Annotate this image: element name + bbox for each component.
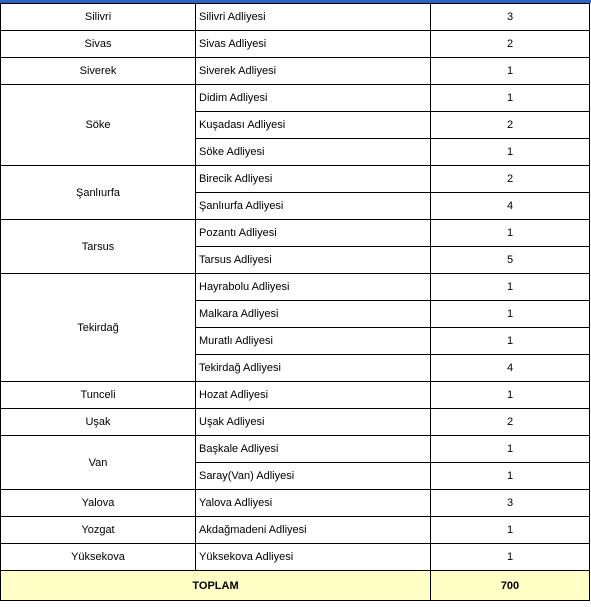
count-cell: 2 — [431, 166, 590, 193]
adliye-name-cell: Başkale Adliyesi — [196, 436, 431, 463]
table-row — [1, 490, 590, 517]
count-cell: 1 — [431, 544, 590, 571]
court-name-cell: Tunceli — [1, 382, 196, 409]
count-cell: 1 — [431, 436, 590, 463]
count-cell: 1 — [431, 463, 590, 490]
adliye-name-cell: Sivas Adliyesi — [196, 31, 431, 58]
table-row — [1, 166, 590, 193]
table-row — [1, 544, 590, 571]
court-name-cell: Tekirdağ — [1, 274, 196, 382]
adliye-name-cell: Didim Adliyesi — [196, 85, 431, 112]
court-name-cell: Yalova — [1, 490, 196, 517]
adliye-name-cell: Tarsus Adliyesi — [196, 247, 431, 274]
adliye-name-cell: Pozantı Adliyesi — [196, 220, 431, 247]
table-row — [1, 31, 590, 58]
adliye-name-cell: Tekirdağ Adliyesi — [196, 355, 431, 382]
table-row — [1, 274, 590, 301]
court-name-cell: Şanlıurfa — [1, 166, 196, 220]
table-row — [1, 4, 590, 31]
total-row — [1, 571, 590, 601]
courts-table — [0, 3, 590, 601]
total-value: 700 — [431, 571, 590, 601]
table-row — [1, 409, 590, 436]
count-cell: 4 — [431, 355, 590, 382]
adliye-name-cell: Yalova Adliyesi — [196, 490, 431, 517]
adliye-name-cell: Akdağmadeni Adliyesi — [196, 517, 431, 544]
adliye-name-cell: Siverek Adliyesi — [196, 58, 431, 85]
count-cell: 2 — [431, 409, 590, 436]
count-cell: 5 — [431, 247, 590, 274]
adliye-name-cell: Uşak Adliyesi — [196, 409, 431, 436]
court-name-cell: Tarsus — [1, 220, 196, 274]
total-label: TOPLAM — [1, 571, 431, 601]
table-row — [1, 85, 590, 112]
count-cell: 1 — [431, 220, 590, 247]
count-cell: 2 — [431, 112, 590, 139]
court-name-cell: Uşak — [1, 409, 196, 436]
adliye-name-cell: Malkara Adliyesi — [196, 301, 431, 328]
adliye-name-cell: Silivri Adliyesi — [196, 4, 431, 31]
court-name-cell: Van — [1, 436, 196, 490]
count-cell: 2 — [431, 31, 590, 58]
count-cell: 1 — [431, 139, 590, 166]
adliye-name-cell: Şanlıurfa Adliyesi — [196, 193, 431, 220]
count-cell: 1 — [431, 517, 590, 544]
adliye-name-cell: Hozat Adliyesi — [196, 382, 431, 409]
count-cell: 1 — [431, 274, 590, 301]
count-cell: 3 — [431, 4, 590, 31]
court-name-cell: Söke — [1, 85, 196, 166]
adliye-name-cell: Kuşadası Adliyesi — [196, 112, 431, 139]
court-name-cell: Siverek — [1, 58, 196, 85]
table-body — [1, 4, 590, 571]
count-cell: 1 — [431, 85, 590, 112]
count-cell: 3 — [431, 490, 590, 517]
table-row — [1, 517, 590, 544]
court-name-cell: Yüksekova — [1, 544, 196, 571]
table-row — [1, 58, 590, 85]
court-name-cell: Silivri — [1, 4, 196, 31]
adliye-name-cell: Söke Adliyesi — [196, 139, 431, 166]
table-row — [1, 436, 590, 463]
adliye-name-cell: Hayrabolu Adliyesi — [196, 274, 431, 301]
count-cell: 1 — [431, 328, 590, 355]
adliye-name-cell: Yüksekova Adliyesi — [196, 544, 431, 571]
count-cell: 4 — [431, 193, 590, 220]
adliye-name-cell: Birecik Adliyesi — [196, 166, 431, 193]
table-row — [1, 382, 590, 409]
court-name-cell: Sivas — [1, 31, 196, 58]
count-cell: 1 — [431, 301, 590, 328]
count-cell: 1 — [431, 58, 590, 85]
adliye-name-cell: Muratlı Adliyesi — [196, 328, 431, 355]
adliye-name-cell: Saray(Van) Adliyesi — [196, 463, 431, 490]
count-cell: 1 — [431, 382, 590, 409]
court-name-cell: Yozgat — [1, 517, 196, 544]
table-row — [1, 220, 590, 247]
